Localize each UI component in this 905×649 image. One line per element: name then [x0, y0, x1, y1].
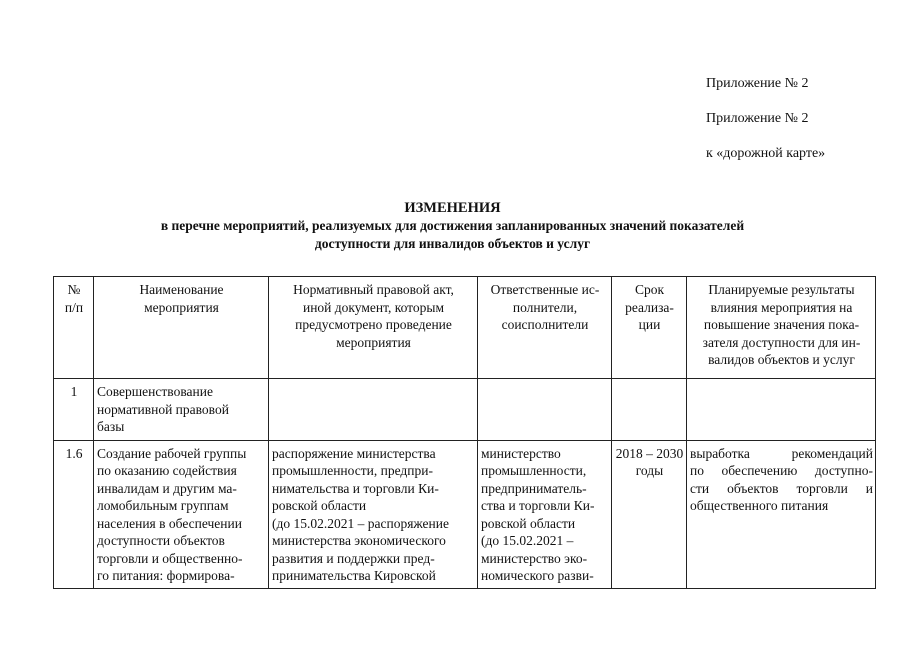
cell-measure-name-line: го питания: формирова- [97, 568, 235, 583]
header-executors [478, 277, 612, 379]
cell-executors-line: ровской области [481, 515, 576, 531]
results-word: торговли [796, 480, 848, 496]
cell-term [612, 379, 687, 441]
cell-legal-act-line: ровской области [272, 498, 367, 513]
cell-term-line: годы [635, 463, 664, 478]
header-results-line: валидов объектов и услуг [708, 352, 855, 367]
cell-results-line [690, 462, 873, 480]
results-word: выработка [690, 445, 750, 461]
results-word: по [690, 463, 704, 478]
results-word: доступно- [814, 463, 873, 478]
cell-number: 1 [54, 379, 94, 441]
header-legal-act-line: предусмотрено проведение [295, 317, 452, 332]
appendix-label-1: Приложение № 2 [706, 76, 809, 91]
header-term-line: Срок [634, 282, 665, 297]
document-subtitle-line-1: в перечне мероприятий, реализуемых для достижения запланированных значений показателей [160, 218, 745, 233]
cell-executors-line: (до 15.02.2021 – [481, 533, 574, 548]
cell-measure-name-line: доступности объектов [97, 533, 225, 548]
cell-results-line: общественного питания [690, 498, 829, 513]
header-legal-act-line: Нормативный правовой акт, [293, 282, 454, 297]
cell-legal-act-line: (до 15.02.2021 – распоряжение [272, 515, 449, 531]
appendix-label-2: Приложение № 2 [706, 111, 809, 126]
cell-results-line [690, 445, 873, 463]
cell-measure-name-line: населения в обеспечении [97, 515, 242, 531]
cell-executors [478, 379, 612, 441]
header-results-line: зателя доступности для ин- [702, 334, 861, 350]
cell-legal-act [269, 379, 478, 441]
header-results-line: влияния мероприятия на [710, 299, 853, 315]
cell-measure-name-line: инвалидам и другим ма- [97, 480, 237, 496]
header-results-line: Планируемые результаты [708, 282, 855, 297]
document-subtitle-line-2: доступности для инвалидов объектов и услуг [314, 236, 591, 251]
table-header-row [54, 277, 876, 379]
cell-number: 1.6 [54, 440, 94, 619]
cell-executors-line: предприниматель- [481, 480, 587, 496]
header-term-line: ции [638, 317, 661, 332]
header-executors-line: полнители, [512, 299, 578, 315]
header-term [612, 277, 687, 379]
header-term-line: реализа- [625, 299, 674, 315]
document-title: ИЗМЕНЕНИЯ [404, 200, 501, 216]
results-word: сти [690, 480, 710, 496]
cell-measure-name-line: торговли и общественно- [97, 550, 243, 566]
cell-executors-line: промышленности, [481, 463, 587, 478]
results-word: рекомендаций [791, 445, 873, 461]
cell-legal-act-line: развития и поддержки пред- [272, 550, 435, 566]
cell-executors-line: номического разви- [481, 568, 594, 583]
header-executors-line: Ответственные ис- [490, 282, 600, 297]
cell-measure-name-line: Совершенствование [97, 384, 213, 399]
header-measure-name [94, 277, 269, 379]
results-word: и [865, 480, 873, 496]
table-row [54, 379, 876, 441]
table-bottom-border [53, 588, 876, 589]
header-legal-act-line: мероприятия [336, 334, 411, 350]
header-executors-line: соисполнители [501, 317, 589, 332]
cell-legal-act-line: промышленности, предпри- [272, 463, 433, 478]
cell-measure-name-line: Создание рабочей группы [97, 445, 247, 461]
cell-measure-name-line: базы [97, 419, 125, 434]
header-measure-name-line: мероприятия [144, 299, 219, 315]
cell-executors-line: ства и торговли Ки- [481, 498, 595, 513]
header-measure-name-line: Наименование [139, 282, 224, 297]
page-cut-area [0, 589, 905, 649]
cell-executors-line: министерство эко- [481, 550, 588, 566]
cell-term-line: 2018 – 2030 [615, 445, 684, 461]
results-word: обеспечению [721, 463, 798, 478]
cell-legal-act-line: министерства экономического [272, 533, 446, 548]
appendix-label-roadmap: к «дорожной карте» [706, 146, 826, 161]
cell-legal-act-line: распоряжение министерства [272, 445, 436, 461]
header-results-line: повышение значения пока- [703, 317, 860, 332]
header-number [54, 277, 94, 379]
cell-measure-name [94, 379, 269, 441]
cell-measure-name-line: по оказанию содействия [97, 463, 237, 478]
header-legal-act [269, 277, 478, 379]
measures-table [53, 276, 876, 620]
results-word: объектов [727, 480, 779, 496]
cell-results-line [690, 480, 873, 498]
header-legal-act-line: иной документ, которым [302, 299, 445, 315]
cell-legal-act-line: нимательства и торговли Ки- [272, 480, 439, 496]
cell-results [687, 379, 876, 441]
cell-measure-name-line: нормативной правовой [97, 401, 229, 417]
cell-executors-line: министерство [481, 445, 561, 461]
header-results [687, 277, 876, 379]
header-number-line: п/п [64, 299, 84, 315]
cell-legal-act-line: принимательства Кировской [272, 568, 436, 583]
header-number-line: № [67, 282, 81, 297]
cell-measure-name-line: ломобильным группам [97, 498, 229, 513]
